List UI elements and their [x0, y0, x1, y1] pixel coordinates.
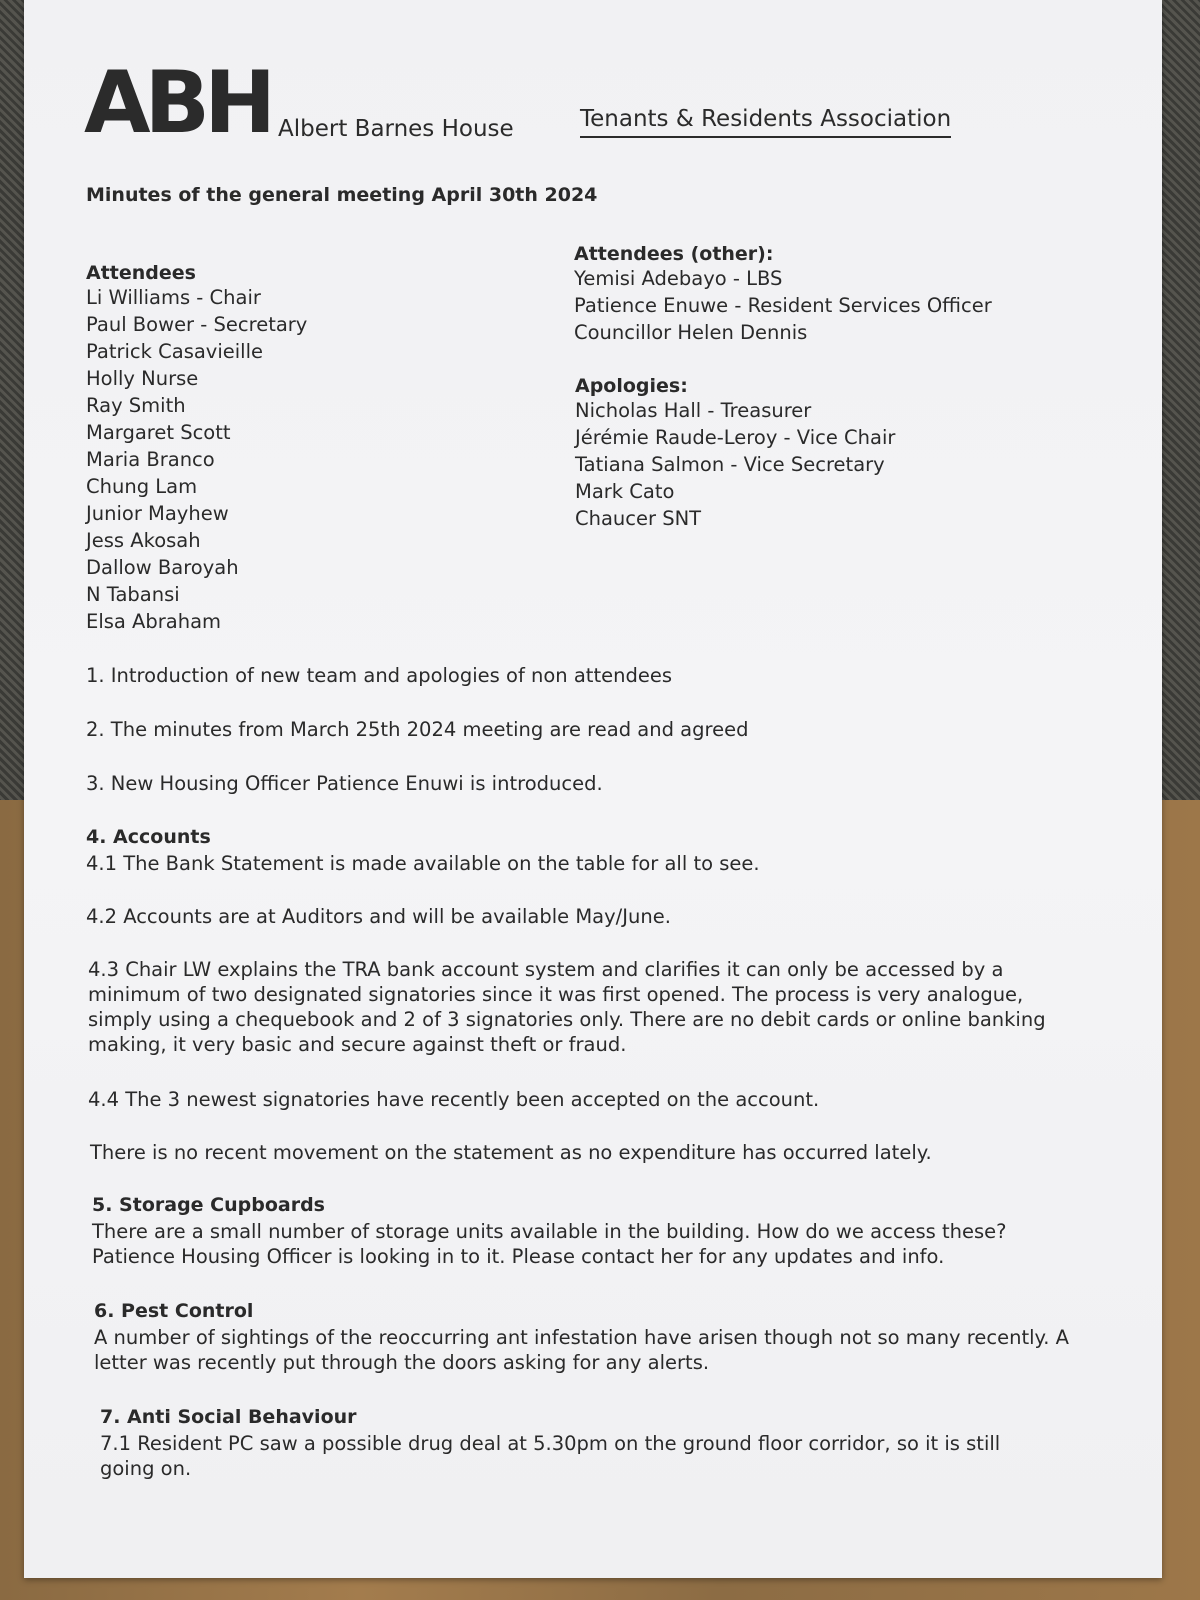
- list-item: Holly Nurse: [86, 367, 199, 390]
- page-title: Minutes of the general meeting April 30th 2024: [86, 184, 598, 206]
- asb-title: 7. Anti Social Behaviour: [100, 1406, 357, 1428]
- list-item: Yemisi Adebayo - LBS: [574, 267, 783, 290]
- storage-title: 5. Storage Cupboards: [92, 1194, 325, 1216]
- attendees-other-list: [574, 265, 992, 346]
- list-item: Patrick Casavieille: [86, 340, 264, 363]
- list-item: Margaret Scott: [86, 421, 231, 444]
- accounts-4-2: 4.2 Accounts are at Auditors and will be available May/June.: [86, 905, 671, 928]
- list-item: Chung Lam: [86, 475, 198, 498]
- list-item: Jérémie Raude-Leroy - Vice Chair: [575, 426, 896, 449]
- list-item: Patience Enuwe - Resident Services Officer: [574, 294, 992, 317]
- accounts-title: 4. Accounts: [86, 826, 211, 848]
- agenda-item-3: 3. New Housing Officer Patience Enuwi is introduced.: [86, 772, 603, 795]
- attendees-list: [86, 284, 307, 635]
- accounts-4-3: 4.3 Chair LW explains the TRA bank account system and clarifies it can only be accessed by a minimum of two designated signatories since it was first opened. The process is very analogue, simply using a chequebook and 2 of 3 signatories only. There are no debit cards or online banking making, it very basic and secure against theft or fraud.: [88, 958, 1046, 1056]
- list-item: Councillor Helen Dennis: [574, 321, 808, 344]
- accounts-4-1: 4.1 The Bank Statement is made available on the table for all to see.: [86, 852, 760, 875]
- list-item: Junior Mayhew: [86, 502, 229, 525]
- list-item: Ray Smith: [86, 394, 186, 417]
- attendees-other-heading: Attendees (other):: [574, 243, 774, 265]
- logo: ABH: [84, 53, 271, 153]
- agenda-item-1: 1. Introduction of new team and apologies of non attendees: [86, 664, 672, 687]
- pest-title: 6. Pest Control: [94, 1300, 254, 1322]
- accounts-statement-note: There is no recent movement on the statement as no expenditure has occurred lately.: [90, 1141, 932, 1164]
- apologies-section: [575, 375, 895, 532]
- org-name: Albert Barnes House: [278, 116, 514, 142]
- list-item: Paul Bower - Secretary: [86, 313, 308, 336]
- agenda-item-2: 2. The minutes from March 25th 2024 meeting are read and agreed: [86, 718, 749, 741]
- list-item: Tatiana Salmon - Vice Secretary: [575, 453, 885, 476]
- attendees-section: [86, 262, 307, 635]
- list-item: Chaucer SNT: [575, 507, 702, 530]
- list-item: Li Williams - Chair: [86, 286, 261, 309]
- storage-text: There are a small number of storage units available in the building. How do we access these? Patience Housing Officer is looking in to it. Please contact her for any updates and info.: [92, 1220, 1007, 1268]
- list-item: Nicholas Hall - Treasurer: [575, 399, 812, 422]
- accounts-4-4: 4.4 The 3 newest signatories have recently been accepted on the account.: [88, 1088, 820, 1111]
- apologies-heading: Apologies:: [575, 375, 688, 397]
- pest-text: A number of sightings of the reoccurring ant infestation have arisen though not so many recently. A letter was recently put through the doors asking for any alerts.: [94, 1326, 1070, 1374]
- attendees-heading: Attendees: [86, 262, 196, 284]
- list-item: Jess Akosah: [86, 529, 201, 552]
- list-item: Elsa Abraham: [86, 610, 222, 633]
- asb-text: 7.1 Resident PC saw a possible drug deal at 5.30pm on the ground floor corridor, so it is still going on.: [100, 1432, 1001, 1480]
- apologies-list: [575, 397, 895, 532]
- list-item: Maria Branco: [86, 448, 215, 471]
- list-item: Mark Cato: [575, 480, 675, 503]
- list-item: Dallow Baroyah: [86, 556, 239, 579]
- association-name: Tenants & Residents Association: [580, 106, 951, 138]
- attendees-other-section: [574, 243, 992, 346]
- list-item: N Tabansi: [86, 583, 180, 606]
- document-page: [24, 0, 1162, 1578]
